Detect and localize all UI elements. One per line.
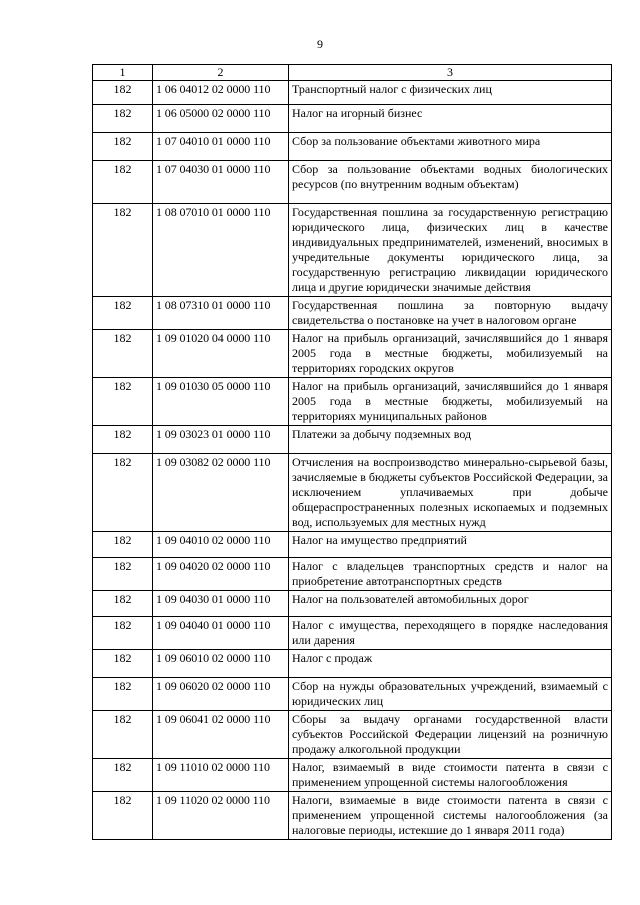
table-row — [93, 133, 612, 161]
revenue-name-cell: Сбор на нужды образовательных учреждений, взимаемый с юридических лиц — [289, 678, 612, 711]
table-row — [93, 711, 612, 759]
kbk-code-cell: 1 09 11020 02 0000 110 — [153, 792, 289, 840]
admin-code-cell: 182 — [93, 532, 153, 558]
kbk-code-cell: 1 09 04020 02 0000 110 — [153, 558, 289, 591]
admin-code-cell: 182 — [93, 558, 153, 591]
kbk-code-cell: 1 09 06041 02 0000 110 — [153, 711, 289, 759]
page-number: 9 — [317, 37, 323, 51]
revenue-name-cell: Налог на прибыль организаций, зачислявшийся до 1 января 2005 года в местные бюджеты, мобилизуемый на территориях городских округов — [289, 330, 612, 378]
admin-code-cell: 182 — [93, 591, 153, 617]
kbk-code-cell: 1 09 01030 05 0000 110 — [153, 378, 289, 426]
admin-code-cell: 182 — [93, 426, 153, 454]
table-row — [93, 81, 612, 105]
table-row — [93, 297, 612, 330]
table-row — [93, 532, 612, 558]
table-row — [93, 378, 612, 426]
header-row — [93, 65, 612, 81]
table-row — [93, 426, 612, 454]
admin-code-cell: 182 — [93, 454, 153, 532]
kbk-code-cell: 1 06 04012 02 0000 110 — [153, 81, 289, 105]
revenue-name-cell: Платежи за добычу подземных вод — [289, 426, 612, 454]
table-row — [93, 617, 612, 650]
kbk-code-cell: 1 09 03023 01 0000 110 — [153, 426, 289, 454]
admin-code-cell: 182 — [93, 133, 153, 161]
revenue-name-cell: Государственная пошлина за государственную регистрацию юридического лица, физических лиц в качестве индивидуальных предпринимателей, изменений, вносимых в учредительные документы юридического лица, за государственную регистрацию ликвидации юридического лица и другие юридически значимые действия — [289, 204, 612, 297]
kbk-code-cell: 1 09 03082 02 0000 110 — [153, 454, 289, 532]
revenue-name-cell: Налог с имущества, переходящего в порядке наследования или дарения — [289, 617, 612, 650]
admin-code-cell: 182 — [93, 759, 153, 792]
admin-code-cell: 182 — [93, 297, 153, 330]
table-row — [93, 792, 612, 840]
admin-code-cell: 182 — [93, 204, 153, 297]
table-row — [93, 204, 612, 297]
table-row — [93, 650, 612, 678]
revenue-name-cell: Налог на игорный бизнес — [289, 105, 612, 133]
kbk-code-cell: 1 07 04030 01 0000 110 — [153, 161, 289, 204]
column-header-2: 2 — [153, 65, 289, 81]
admin-code-cell: 182 — [93, 378, 153, 426]
kbk-code-cell: 1 09 06020 02 0000 110 — [153, 678, 289, 711]
revenue-name-cell: Отчисления на воспроизводство минерально-сырьевой базы, зачисляемые в бюджеты субъектов Российской Федерации, за исключением уплачиваемых при добыче общераспространенных полезных ископаемых и подземных вод, используемых для местных нужд — [289, 454, 612, 532]
kbk-code-cell: 1 08 07310 01 0000 110 — [153, 297, 289, 330]
revenue-name-cell: Налоги, взимаемые в виде стоимости патента в связи с применением упрощенной системы налогообложения (за налоговые периоды, истекшие до 1 января 2011 года) — [289, 792, 612, 840]
admin-code-cell: 182 — [93, 711, 153, 759]
kbk-code-cell: 1 09 11010 02 0000 110 — [153, 759, 289, 792]
table-body — [93, 81, 612, 840]
table-row — [93, 161, 612, 204]
revenue-name-cell: Налог на пользователей автомобильных дорог — [289, 591, 612, 617]
revenue-codes-table — [92, 64, 612, 840]
revenue-name-cell: Сборы за выдачу органами государственной власти субъектов Российской Федерации лицензий на розничную продажу алкогольной продукции — [289, 711, 612, 759]
table-row — [93, 558, 612, 591]
revenue-name-cell: Налог с владельцев транспортных средств и налог на приобретение автотранспортных средств — [289, 558, 612, 591]
revenue-name-cell: Налог на имущество предприятий — [289, 532, 612, 558]
admin-code-cell: 182 — [93, 105, 153, 133]
table-row — [93, 454, 612, 532]
admin-code-cell: 182 — [93, 161, 153, 204]
table-header — [93, 65, 612, 81]
table-row — [93, 591, 612, 617]
revenue-name-cell: Сбор за пользование объектами водных биологических ресурсов (по внутренним водным объектам) — [289, 161, 612, 204]
table-row — [93, 678, 612, 711]
revenue-name-cell: Государственная пошлина за повторную выдачу свидетельства о постановке на учет в налоговом органе — [289, 297, 612, 330]
kbk-code-cell: 1 09 01020 04 0000 110 — [153, 330, 289, 378]
table-row — [93, 105, 612, 133]
kbk-code-cell: 1 09 04040 01 0000 110 — [153, 617, 289, 650]
column-header-1: 1 — [93, 65, 153, 81]
kbk-code-cell: 1 09 04010 02 0000 110 — [153, 532, 289, 558]
revenue-name-cell: Сбор за пользование объектами животного мира — [289, 133, 612, 161]
admin-code-cell: 182 — [93, 650, 153, 678]
column-header-3: 3 — [289, 65, 612, 81]
table-row — [93, 330, 612, 378]
table-row — [93, 759, 612, 792]
admin-code-cell: 182 — [93, 792, 153, 840]
revenue-name-cell: Транспортный налог с физических лиц — [289, 81, 612, 105]
revenue-name-cell: Налог на прибыль организаций, зачислявшийся до 1 января 2005 года в местные бюджеты, мобилизуемый на территориях муниципальных районов — [289, 378, 612, 426]
kbk-code-cell: 1 06 05000 02 0000 110 — [153, 105, 289, 133]
kbk-code-cell: 1 07 04010 01 0000 110 — [153, 133, 289, 161]
revenue-name-cell: Налог с продаж — [289, 650, 612, 678]
kbk-code-cell: 1 08 07010 01 0000 110 — [153, 204, 289, 297]
admin-code-cell: 182 — [93, 617, 153, 650]
revenue-name-cell: Налог, взимаемый в виде стоимости патента в связи с применением упрощенной системы налогообложения — [289, 759, 612, 792]
kbk-code-cell: 1 09 06010 02 0000 110 — [153, 650, 289, 678]
admin-code-cell: 182 — [93, 330, 153, 378]
kbk-code-cell: 1 09 04030 01 0000 110 — [153, 591, 289, 617]
admin-code-cell: 182 — [93, 678, 153, 711]
admin-code-cell: 182 — [93, 81, 153, 105]
